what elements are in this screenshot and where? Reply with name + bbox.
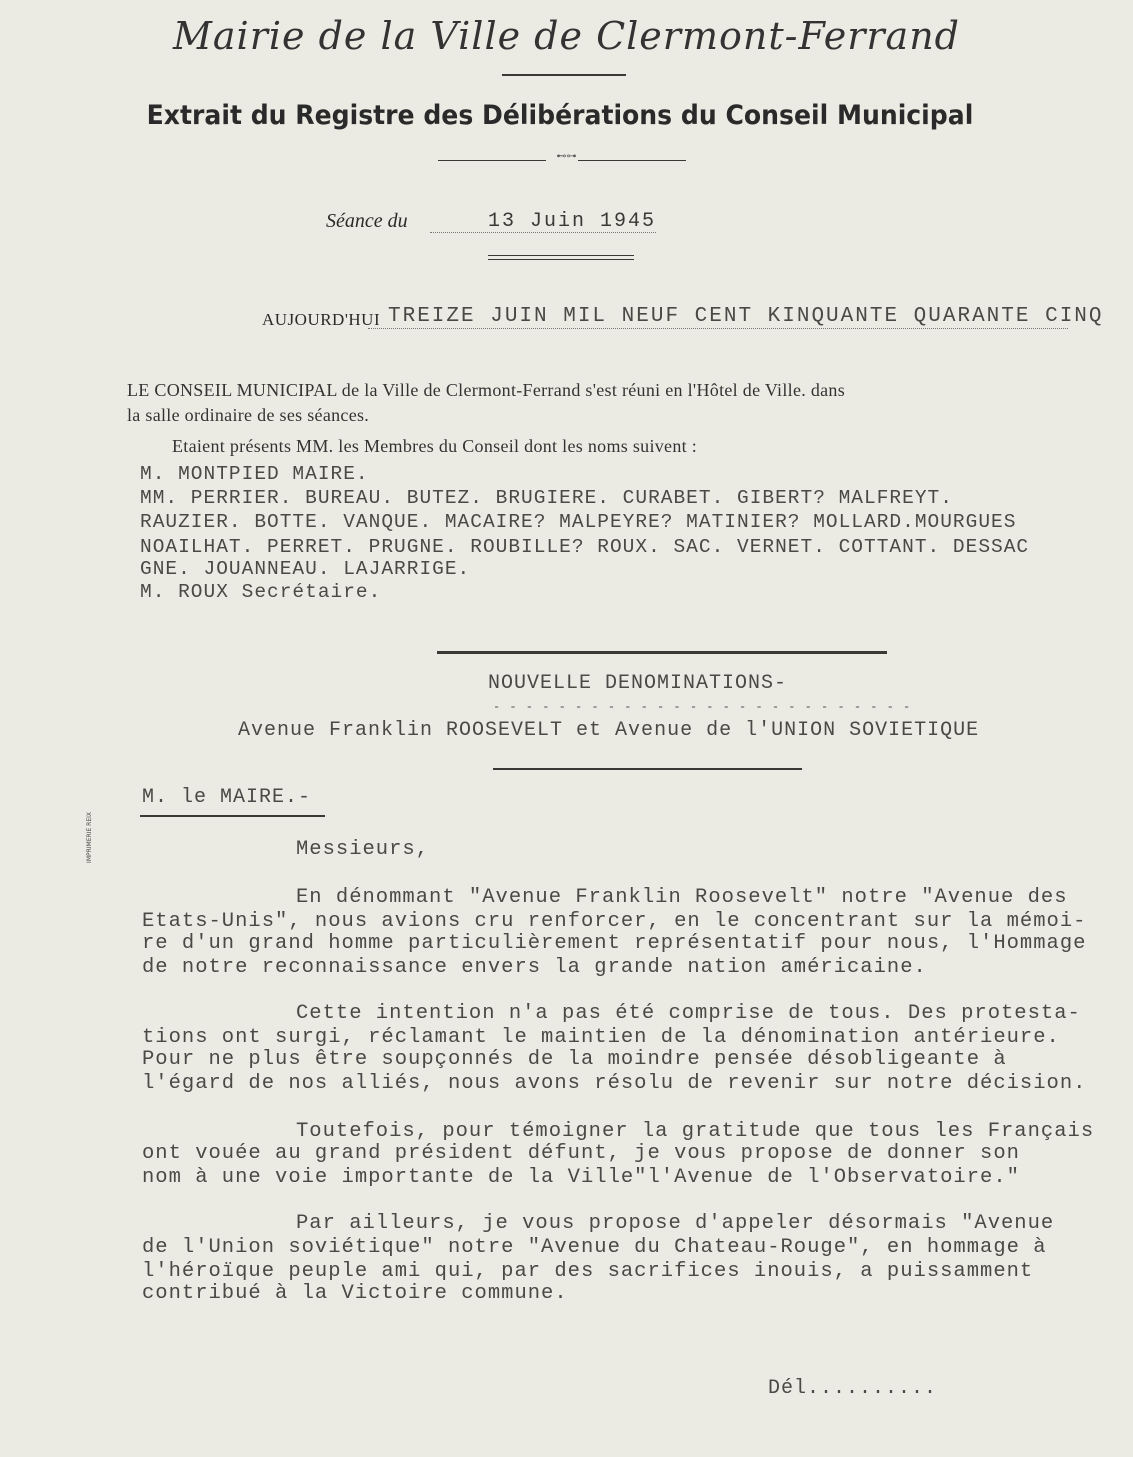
body-line: l'héroïque peuple ami qui, par des sacrifices inouis, a puissamment: [142, 1260, 1034, 1283]
body-line: re d'un grand homme particulièrement représentatif pour nous, l'Hommage: [142, 932, 1087, 955]
intro-line-2: la salle ordinaire de ses séances.: [127, 405, 370, 425]
intro-line-1: LE CONSEIL MUNICIPAL de la Ville de Clermont-Ferrand s'est réuni en l'Hôtel de Ville. dans: [127, 380, 846, 400]
seance-double-rule-2: [488, 259, 634, 260]
member-line: RAUZIER. BOTTE. VANQUE. MACAIRE? MALPEYRE? MATINIER? MOLLARD.MOURGUES: [140, 511, 1017, 533]
speaker-label: M. le MAIRE.-: [142, 786, 312, 809]
body-line: Cette intention n'a pas été comprise de tous. Des protesta-: [296, 1002, 1081, 1025]
header-rule: [502, 74, 626, 76]
body-line: Par ailleurs, je vous propose d'appeler désormais "Avenue: [296, 1212, 1055, 1235]
aujourdhui-dotted-line: [368, 328, 1068, 329]
body-line: Toutefois, pour témoigner la gratitude que tous les Français: [296, 1120, 1095, 1143]
body-line: tions ont surgi, réclamant le maintien de la dénomination antérieure.: [142, 1026, 1060, 1049]
body-line: de notre reconnaissance envers la grande nation américaine.: [142, 956, 927, 979]
section-rule-bottom: [493, 768, 802, 770]
body-line: nom à une voie importante de la Ville"l'Avenue de l'Observatoire.": [142, 1166, 1020, 1189]
body-line: Etats-Unis", nous avions cru renforcer, en le concentrant sur la mémoi-: [142, 910, 1087, 933]
seance-label: Séance du: [326, 210, 408, 232]
member-line: NOAILHAT. PERRET. PRUGNE. ROUBILLE? ROUX. SAC. VERNET. COTTANT. DESSAC: [140, 536, 1030, 558]
aujourdhui-value: TREIZE JUIN MIL NEUF CENT KINQUANTE QUARANTE CINQ: [388, 305, 1104, 328]
seance-double-rule-1: [488, 255, 634, 256]
section-title: NOUVELLE DENOMINATIONS-: [488, 672, 788, 695]
member-line: MM. PERRIER. BUREAU. BUTEZ. BRUGIERE. CURABET. GIBERT? MALFREYT.: [140, 487, 953, 509]
aujourdhui-label: AUJOURD'HUI: [262, 310, 381, 329]
salutation: Messieurs,: [296, 838, 430, 861]
printer-imprint: IMPRIMERIE REIX: [86, 812, 93, 863]
body-line: contribué à la Victoire commune.: [142, 1282, 568, 1305]
register-title: Extrait du Registre des Délibérations du Conseil Municipal: [146, 100, 974, 131]
ornament-icon: ⊷⊶: [556, 151, 577, 162]
continuation-mark: Dél..........: [768, 1377, 938, 1400]
body-line: ont vouée au grand président défunt, je vous propose de donner son: [142, 1142, 1020, 1165]
speaker-underline: [140, 815, 325, 817]
town-hall-heading: Mairie de la Ville de Clermont-Ferrand: [172, 14, 960, 58]
member-line: GNE. JOUANNEAU. LAJARRIGE.: [140, 558, 471, 580]
title-rule-right: [578, 160, 686, 161]
section-dashes: - - - - - - - - - - - - - - - - - - - - - - - - - -: [493, 700, 912, 714]
seance-date: 13 Juin 1945: [488, 210, 657, 233]
secretary-line: M. ROUX Secrétaire.: [140, 581, 382, 603]
body-line: de l'Union soviétique" notre "Avenue du Chateau-Rouge", en hommage à: [142, 1236, 1047, 1259]
section-subtitle: Avenue Franklin ROOSEVELT et Avenue de l'UNION SOVIETIQUE: [238, 719, 980, 742]
member-line: M. MONTPIED MAIRE.: [140, 463, 369, 485]
body-line: Pour ne plus être soupçonnés de la moindre pensée désobligeante à: [142, 1048, 1007, 1071]
body-line: En dénommant "Avenue Franklin Roosevelt" notre "Avenue des: [296, 886, 1068, 909]
body-line: l'égard de nos alliés, nous avons résolu de revenir sur notre décision.: [142, 1072, 1087, 1095]
intro-line-3: Etaient présents MM. les Membres du Conseil dont les noms suivent :: [172, 436, 698, 456]
section-rule-top: [437, 651, 887, 654]
